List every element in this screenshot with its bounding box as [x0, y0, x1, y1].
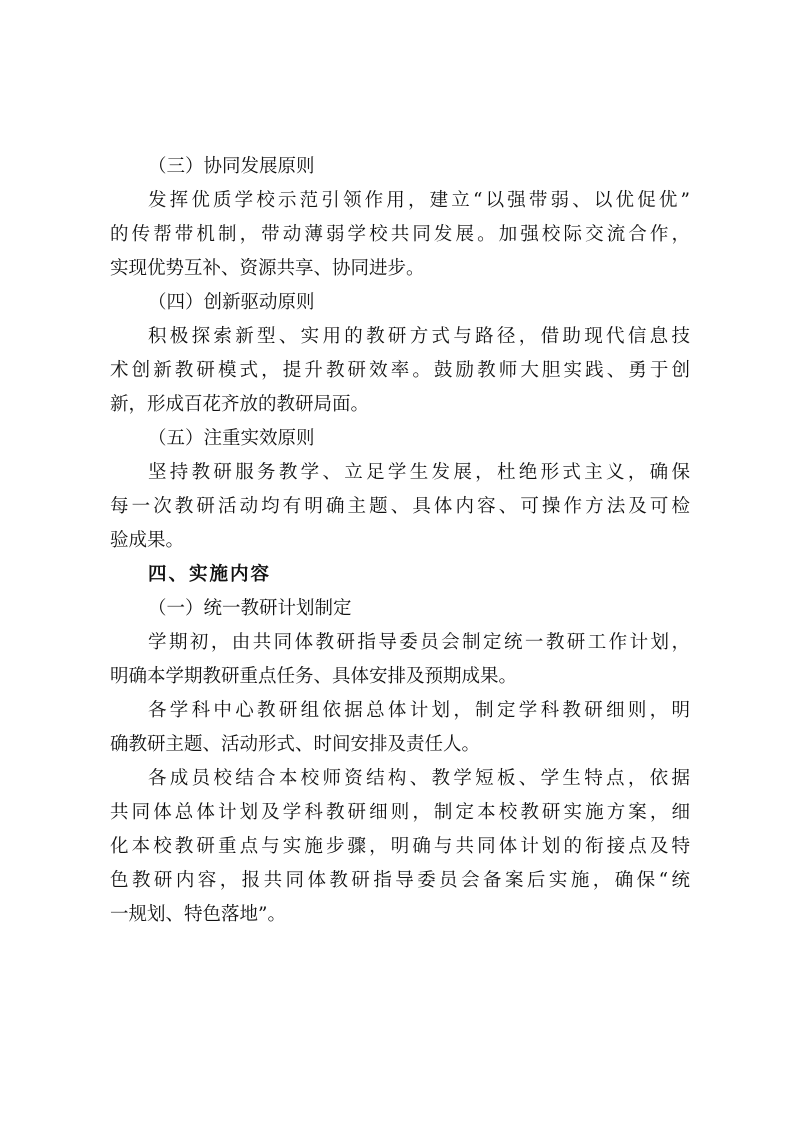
paragraph-line: 发挥优质学校示范引领作用，建立“以强带弱、以优促优”: [148, 190, 690, 211]
paragraph-line: 新，形成百花齐放的教研局面。: [110, 394, 370, 415]
document-body: [110, 150, 690, 932]
paragraph-line: 化本校教研重点与实施步骤，明确与共同体计划的衔接点及特: [110, 836, 690, 857]
paragraph-unified-plan-1: [110, 626, 690, 694]
paragraph-line: 验成果。: [110, 530, 185, 551]
paragraph-line: 坚持教研服务教学、立足学生发展，杜绝形式主义，确保: [148, 462, 690, 483]
section-heading-implementation: 四、实施内容: [148, 564, 272, 585]
paragraph-line: 各学科中心教研组依据总体计划，制定学科教研细则，明: [148, 700, 690, 721]
subheading-innovation-driven: （四）创新驱动原则: [148, 292, 315, 313]
paragraph-effectiveness: [110, 456, 690, 558]
paragraph-collaborative-development: [110, 184, 690, 286]
paragraph-line: 明确本学期教研重点任务、具体安排及预期成果。: [110, 666, 518, 687]
paragraph-unified-plan-2: [110, 694, 690, 762]
paragraph-line: 色教研内容，报共同体教研指导委员会备案后实施，确保“统: [110, 870, 690, 891]
subheading-effectiveness: （五）注重实效原则: [148, 428, 315, 449]
subheading-unified-plan: （一）统一教研计划制定: [148, 598, 352, 619]
paragraph-line: 各成员校结合本校师资结构、教学短板、学生特点，依据: [148, 768, 690, 789]
paragraph-line: 确教研主题、活动形式、时间安排及责任人。: [110, 734, 481, 755]
paragraph-unified-plan-3: [110, 762, 690, 932]
paragraph-line: 每一次教研活动均有明确主题、具体内容、可操作方法及可检: [110, 496, 690, 517]
paragraph-line: 术创新教研模式，提升教研效率。鼓励教师大胆实践、勇于创: [110, 360, 690, 381]
paragraph-line: 学期初，由共同体教研指导委员会制定统一教研工作计划，: [148, 632, 690, 653]
paragraph-line: 共同体总体计划及学科教研细则，制定本校教研实施方案，细: [110, 802, 690, 823]
paragraph-innovation-driven: [110, 320, 690, 422]
paragraph-line: 的传帮带机制，带动薄弱学校共同发展。加强校际交流合作，: [110, 224, 690, 245]
paragraph-line: 实现优势互补、资源共享、协同进步。: [110, 258, 425, 279]
paragraph-line: 一规划、特色落地”。: [110, 904, 286, 925]
paragraph-line: 积极探索新型、实用的教研方式与路径，借助现代信息技: [148, 326, 690, 347]
subheading-collaborative-development: （三）协同发展原则: [148, 156, 315, 177]
